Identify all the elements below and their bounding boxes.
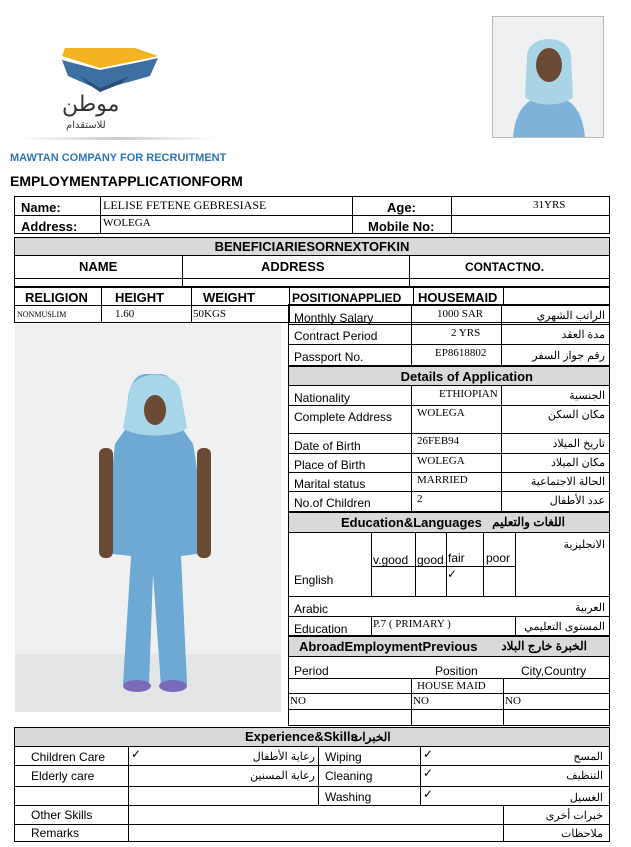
- abroad-city-header: City,Country: [521, 664, 587, 678]
- english-arabic: الانجليزية: [563, 539, 605, 551]
- arabic-label: Arabic: [294, 602, 329, 616]
- date-of-birth-label: Date of Birth: [294, 439, 361, 453]
- beneficiary-address-header: ADDRESS: [261, 259, 325, 274]
- education-title-ar: اللغات والتعليم: [492, 515, 565, 529]
- weight-value[interactable]: 50KGS: [193, 308, 227, 320]
- contract-table: [288, 304, 610, 366]
- abroad-city-no[interactable]: NO: [505, 695, 521, 707]
- elderly-care-arabic: رعاية المسنين: [250, 770, 315, 782]
- monthly-salary-arabic: الراتب الشهري: [536, 310, 605, 322]
- position-applied-label: POSITIONAPPLIED: [292, 291, 402, 305]
- abroad-title-en: AbroadEmploymentPrevious: [299, 639, 478, 654]
- poor-header: poor: [486, 551, 511, 565]
- abroad-title-ar: الخبرة خارج البلاد: [501, 639, 587, 653]
- beneficiaries-table: [14, 237, 610, 279]
- religion-value[interactable]: NONMUSLIM: [17, 310, 67, 319]
- children-label: No.of Children: [294, 496, 371, 510]
- monthly-salary-label: Monthly Salary: [294, 311, 374, 325]
- company-name: MAWTAN COMPANY FOR RECRUITMENT: [10, 152, 227, 164]
- date-of-birth-arabic: تاريخ الميلاد: [552, 438, 605, 450]
- contract-period-label: Contract Period: [294, 329, 378, 343]
- elderly-care-label: Elderly care: [31, 769, 95, 783]
- education-title: [289, 513, 609, 533]
- education-value[interactable]: P.7 ( PRIMARY ): [373, 618, 451, 630]
- address-label: Address:: [21, 219, 78, 234]
- details-title: Details of Application: [289, 367, 609, 386]
- weight-label: WEIGHT: [203, 290, 255, 305]
- washing-label: Washing: [325, 790, 372, 804]
- details-table: [288, 366, 610, 512]
- education-label: Education: [294, 622, 348, 636]
- nationality-arabic: الجنسية: [569, 390, 605, 402]
- washing-arabic: الغسيل: [569, 792, 603, 804]
- experience-table: [14, 727, 610, 842]
- abroad-period-no[interactable]: NO: [290, 695, 306, 707]
- experience-title-ar: الخبرات: [351, 730, 391, 744]
- height-label: HEIGHT: [115, 290, 165, 305]
- height-value[interactable]: 1.60: [115, 308, 135, 320]
- logo-underline: [18, 137, 218, 140]
- beneficiaries-title: BENEFICIARIESORNEXTOFKIN: [15, 238, 609, 256]
- passport-no-arabic: رقم جواز السفر: [532, 350, 605, 362]
- name-label: Name:: [21, 200, 61, 215]
- complete-address-label: Complete Address: [294, 410, 393, 424]
- monthly-salary-value[interactable]: 1000 SAR: [437, 308, 484, 320]
- children-value[interactable]: 2: [417, 493, 423, 505]
- wiping-label: Wiping: [325, 750, 362, 764]
- name-value[interactable]: LELISE FETENE GEBRESIASE: [103, 198, 267, 212]
- place-of-birth-value[interactable]: WOLEGA: [417, 455, 465, 467]
- age-label: Age:: [387, 200, 416, 215]
- applicant-full-photo: [15, 324, 281, 712]
- remarks-label: Remarks: [31, 826, 80, 840]
- wiping-check[interactable]: ✓: [423, 747, 434, 761]
- logo-arabic-subtext: للاستقدام: [66, 120, 106, 131]
- complete-address-arabic: مكان السكن: [547, 409, 605, 421]
- complete-address-value[interactable]: WOLEGA: [417, 407, 465, 419]
- nationality-label: Nationality: [294, 391, 351, 405]
- form-title: EMPLOYMENTAPPLICATIONFORM: [10, 173, 243, 189]
- children-care-arabic: رعاية الأطفال: [252, 751, 315, 763]
- cleaning-check[interactable]: ✓: [423, 766, 434, 780]
- children-arabic: عدد الأطفال: [549, 495, 605, 507]
- other-skills-arabic: خبرات أخرى: [545, 810, 603, 822]
- good-header: good: [417, 553, 444, 567]
- place-of-birth-label: Place of Birth: [294, 458, 366, 472]
- contract-period-arabic: مدة العقد: [561, 329, 605, 341]
- age-value[interactable]: 31YRS: [533, 199, 566, 211]
- abroad-period-header: Period: [294, 664, 329, 678]
- abroad-title: [289, 637, 609, 657]
- children-care-check[interactable]: ✓: [131, 747, 142, 761]
- contract-period-value[interactable]: 2 YRS: [451, 327, 481, 339]
- place-of-birth-arabic: مكان الميلاد: [550, 457, 605, 469]
- cleaning-label: Cleaning: [325, 769, 373, 783]
- personal-info-table: [14, 196, 610, 234]
- beneficiary-contact-header: CONTACTNO.: [465, 260, 545, 274]
- vgood-header: v.good: [373, 553, 409, 567]
- education-table: [288, 512, 610, 636]
- arabic-arabic: العربية: [574, 602, 605, 614]
- position-applied-value[interactable]: HOUSEMAID: [418, 290, 498, 305]
- wiping-arabic: المسح: [573, 751, 603, 763]
- washing-check[interactable]: ✓: [423, 787, 434, 801]
- children-care-label: Children Care: [31, 750, 106, 764]
- abroad-position-header: Position: [435, 664, 478, 678]
- mobile-label: Mobile No:: [368, 219, 435, 234]
- passport-no-value[interactable]: EP8618802: [435, 347, 487, 359]
- marital-status-arabic: الحالة الاجتماعية: [530, 476, 605, 488]
- abroad-position-no[interactable]: NO: [413, 695, 429, 707]
- passport-no-label: Passport No.: [294, 350, 364, 364]
- applicant-headshot: [492, 16, 604, 138]
- marital-status-value[interactable]: MARRIED: [417, 474, 468, 486]
- other-skills-label: Other Skills: [31, 808, 93, 822]
- nationality-value[interactable]: ETHIOPIAN: [439, 388, 498, 400]
- abroad-position-value[interactable]: HOUSE MAID: [417, 680, 486, 692]
- experience-title-en: Experience&Skills: [245, 729, 358, 744]
- remarks-arabic: ملاحظات: [561, 828, 603, 840]
- fair-header: fair: [448, 551, 465, 565]
- beneficiary-empty-row: [14, 278, 610, 287]
- education-title-en: Education&Languages: [341, 515, 482, 530]
- company-logo: [40, 42, 190, 138]
- marital-status-label: Marital status: [294, 477, 366, 491]
- religion-label: RELIGION: [25, 290, 88, 305]
- experience-title: [15, 728, 609, 747]
- address-value[interactable]: WOLEGA: [103, 217, 151, 229]
- english-label: English: [294, 573, 334, 587]
- abroad-table: [288, 636, 610, 726]
- beneficiary-name-header: NAME: [79, 259, 118, 274]
- english-fair-check[interactable]: ✓: [447, 567, 458, 581]
- education-arabic: المستوى التعليمي: [524, 621, 605, 633]
- date-of-birth-value[interactable]: 26FEB94: [417, 435, 460, 447]
- cleaning-arabic: التنظيف: [566, 770, 603, 782]
- logo-arabic-text: موطن: [62, 92, 120, 117]
